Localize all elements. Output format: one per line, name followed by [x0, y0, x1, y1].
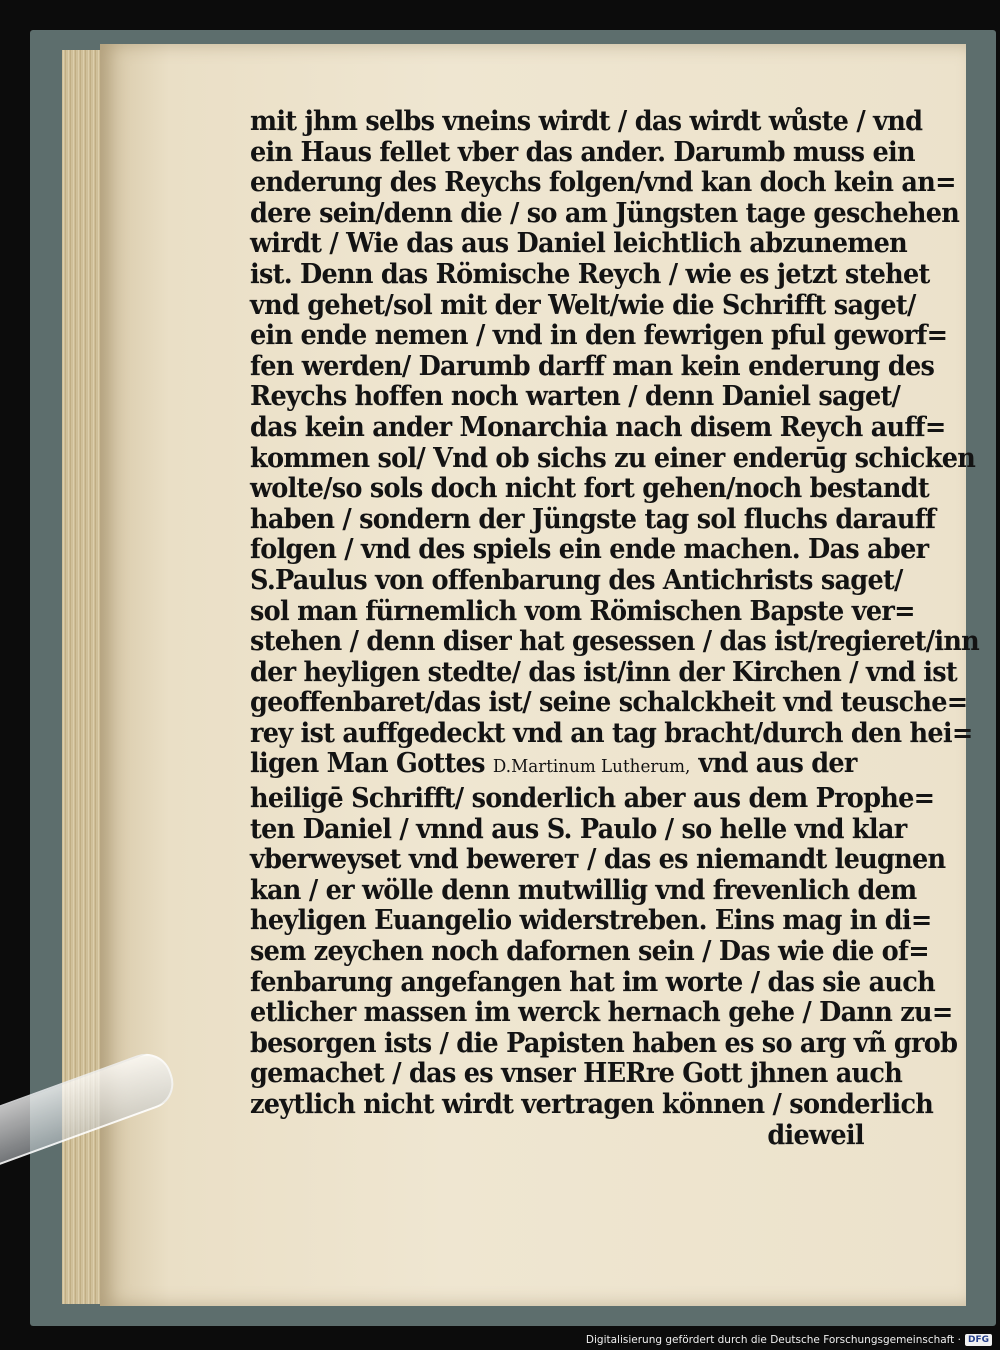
text-line: vberweyset vnd bewerет / das es niemandt leugnen — [250, 843, 946, 876]
text-line: sem zeychen noch dafornen sein / Das wie die of= — [250, 935, 929, 968]
text-line: wolte/so sols doch nicht fort gehen/noch bestandt — [250, 472, 929, 505]
text-line: rey ist auffgedeckt vnd an tag bracht/durch den hei= — [250, 716, 973, 749]
text-line: der heyligen stedte/ das ist/inn der Kirchen / vnd ist — [250, 655, 958, 688]
text-line: fenbarung angefangen hat im worte / das sie auch — [250, 965, 935, 998]
text-line: fen werden/ Darumb darff man kein enderung des — [250, 349, 935, 382]
text-line: folgen / vnd des spiels ein ende machen. Das aber — [250, 533, 929, 566]
text-line: mit jhm selbs vneins wirdt / das wirdt wůste / vnd — [250, 105, 923, 137]
text-line: etlicher massen im werck hernach gehe / Dann zu= — [250, 996, 953, 1029]
text-line: heyligen Euangelio widerstreben. Eins mag in di= — [250, 904, 932, 937]
text-line: wirdt / Wie das aus Daniel leichtlich abzunemen — [250, 227, 907, 260]
roman-name: D.Martinum Lutherum, — [492, 756, 691, 778]
text-line: enderung des Reychs folgen/vnd kan doch kein an= — [250, 166, 956, 199]
text-line: S.Paulus von offenbarung des Antichrists saget/ — [250, 563, 903, 596]
text-line: stehen / denn diser hat gesessen / das ist/regieret/inn — [250, 625, 980, 658]
text-line: ten Daniel / vnnd aus S. Paulo / so helle vnd klar — [250, 812, 907, 845]
text-line: geoffenbaret/das ist/ seine schalckheit vnd teusche= — [250, 686, 968, 719]
text-line: Reychs hoffen noch warten / denn Daniel saget/ — [250, 380, 901, 413]
page-text-block — [250, 105, 980, 1151]
text-line: kommen sol/ Vnd ob sichs zu einer enderūg schicken — [250, 441, 976, 474]
text-line: vnd gehet/sol mit der Welt/wie die Schrifft saget/ — [250, 288, 916, 321]
text-line: haben / sondern der Jüngste tag sol fluchs darauff — [250, 502, 936, 535]
text-line: ein ende nemen / vnd in den fewrigen pful geworf= — [250, 319, 948, 352]
catchword: dieweil — [767, 1118, 864, 1151]
footer-credit: Digitalisierung gefördert durch die Deutsche Forschungsgemeinschaft · — [585, 1334, 961, 1346]
text-line: gemachet / das es vnser HERre Gott jhnen auch — [250, 1057, 903, 1090]
text-line-mixed — [250, 748, 864, 783]
text-line: besorgen ists / die Papisten haben es so arg vñ grob — [250, 1026, 958, 1059]
text-line: zeytlich nicht wirdt vertragen können / sonderlich — [250, 1088, 934, 1120]
text-segment: vnd aus der — [698, 747, 857, 780]
text-line: ist. Denn das Römische Reych / wie es jetzt stehet — [250, 257, 930, 290]
text-segment: ligen Man Gottes — [250, 747, 485, 780]
dfg-logo: DFG — [965, 1334, 992, 1346]
text-line: sol man fürnemlich vom Römischen Bapste ver= — [250, 594, 915, 627]
text-line: heiligē Schrifft/ sonderlich aber aus dem Prophe= — [250, 782, 935, 815]
text-line: ein Haus fellet vber das ander. Darumb muss ein — [250, 135, 915, 168]
digitization-footer — [586, 1332, 992, 1348]
text-line: das kein ander Monarchia nach disem Reych auff= — [250, 410, 946, 443]
text-line: dere sein/denn die / so am Jüngsten tage geschehen — [250, 196, 960, 229]
text-line: kan / er wölle denn mutwillig vnd frevenlich dem — [250, 873, 917, 906]
